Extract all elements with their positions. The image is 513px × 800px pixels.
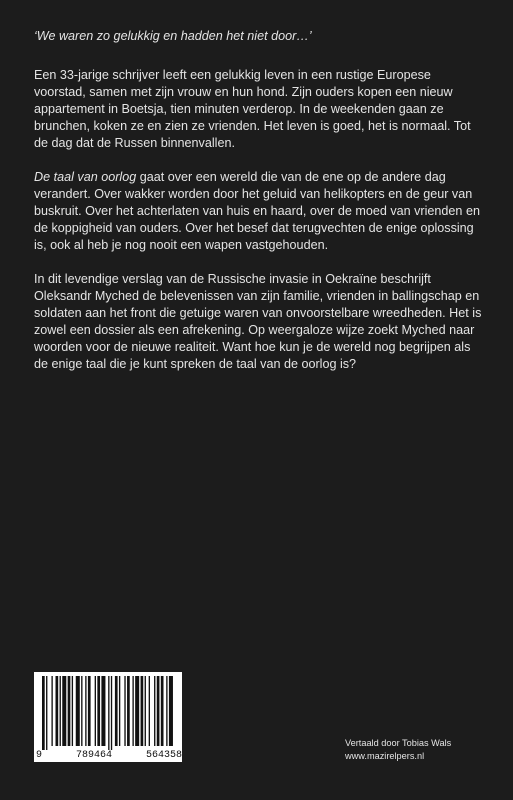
- back-cover-text: [34, 28, 484, 390]
- barcode-bar: [132, 676, 133, 746]
- barcode-bar: [46, 676, 47, 752]
- barcode-bar: [81, 676, 82, 746]
- tagline-quote: ‘We waren zo gelukkig en hadden het niet door…’: [34, 29, 312, 43]
- isbn-right-group: 564358: [145, 750, 182, 761]
- barcode-bar: [149, 676, 150, 746]
- barcode-bar: [127, 676, 130, 746]
- publisher-website: www.mazirelpers.nl: [345, 751, 425, 761]
- barcode-bar: [68, 676, 71, 746]
- isbn-left-group: 789464: [75, 750, 112, 761]
- barcode-bar: [95, 676, 96, 746]
- isbn-number: [36, 750, 182, 762]
- barcode-bar: [115, 676, 118, 746]
- barcode-bar: [60, 676, 61, 746]
- barcode-bar: [56, 676, 59, 746]
- barcode-bar: [111, 676, 112, 752]
- barcode-bar: [161, 676, 164, 746]
- barcode-bar: [145, 676, 146, 746]
- paragraph-synopsis: Een 33-jarige schrijver leeft een gelukkig leven in een rustige Europese voorstad, samen met zijn vrouw en hun hond. Zijn ouders kopen een nieuw appartement in Boetsja, tien minuten verderop. In de weekenden gaan ze brunchen, koken ze en zien ze vrienden. Het leven is goed, het is normaal. Tot de dag dat de Russen binnenvallen.: [34, 68, 471, 150]
- book-title-inline: De taal van oorlog: [34, 170, 137, 184]
- isbn-barcode: [34, 672, 182, 762]
- colophon: [345, 737, 451, 763]
- barcode-bar: [101, 676, 105, 746]
- barcode-bars: [34, 672, 182, 752]
- isbn-prefix: 9: [36, 750, 43, 761]
- paragraph-summary: In dit levendige verslag van de Russische invasie in Oekraïne beschrijft Oleksandr Myched de belevenissen van zijn familie, vrienden in ballingschap en soldaten aan het front die getuige waren van onvoorstelbare wreedheden. Het is zowel een dossier als een afrekening. Op weergaloze wijze zoekt Myched naar woorden voor de nieuwe realiteit. Want hoe kun je de wereld nog begrijpen als de enige taal die je kunt spreken de taal van de oorlog is?: [34, 272, 482, 371]
- paragraph-description-text: gaat over een wereld die van de ene op de andere dag verandert. Over wakker worden door het geluid van helikopters en de geur van buskruit. Over het achterlaten van huis en haard, over de moed van vrienden en de koppigheid van ouders. Over het besef dat terugvechten de enige oplossing is, ook al heb je nog nooit een wapen vastgehouden.: [34, 170, 480, 252]
- barcode-bar: [42, 676, 45, 752]
- barcode-bar: [97, 676, 100, 746]
- barcode-bar: [169, 676, 173, 746]
- barcode-bar: [76, 676, 80, 746]
- paragraph-description: [34, 169, 484, 254]
- barcode-bar: [154, 676, 155, 746]
- barcode-bar: [135, 676, 139, 746]
- barcode-bar: [108, 676, 109, 752]
- barcode-bar: [72, 676, 73, 746]
- barcode-bar: [51, 676, 52, 746]
- barcode-bar: [88, 676, 91, 746]
- barcode-bar: [62, 676, 66, 746]
- barcode-bar: [141, 676, 144, 746]
- barcode-bar: [124, 676, 125, 746]
- barcode-bar: [119, 676, 120, 746]
- barcode-bar: [166, 676, 167, 746]
- barcode-bar: [85, 676, 86, 746]
- barcode-bar: [157, 676, 160, 746]
- translator-credit: Vertaald door Tobias Wals: [345, 738, 452, 748]
